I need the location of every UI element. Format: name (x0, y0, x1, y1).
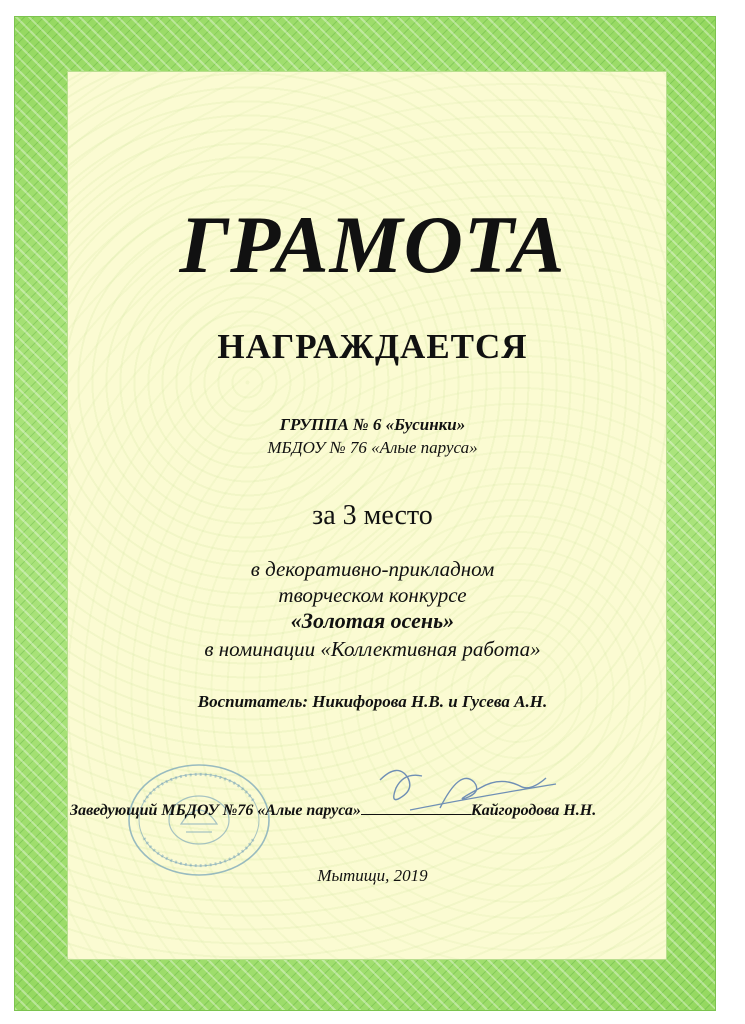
head-signature-line (70, 800, 670, 821)
place-text: за 3 место (312, 500, 433, 531)
certificate-title: ГРАМОТА (179, 199, 566, 290)
teacher-line: Воспитатель: Никифорова Н.В. и Гусева А.Н. (197, 692, 548, 711)
head-title: Заведующий МБДОУ №76 «Алые паруса» (70, 802, 361, 819)
nomination-text: в номинации «Коллективная работа» (204, 637, 541, 661)
recipient-group: ГРУППА № 6 «Бусинки» (279, 415, 466, 434)
head-name: Кайгородова Н.Н. (470, 802, 597, 819)
awarded-label: НАГРАЖДАЕТСЯ (217, 327, 528, 366)
contest-line-1: в декоративно-прикладном (250, 557, 495, 581)
contest-name: «Золотая осень» (290, 608, 455, 633)
recipient-school: МБДОУ № 76 «Алые паруса» (267, 438, 478, 457)
signature-blank-line (361, 800, 471, 815)
city-year: Мытищи, 2019 (317, 866, 428, 885)
contest-line-2: творческом конкурсе (278, 583, 467, 607)
